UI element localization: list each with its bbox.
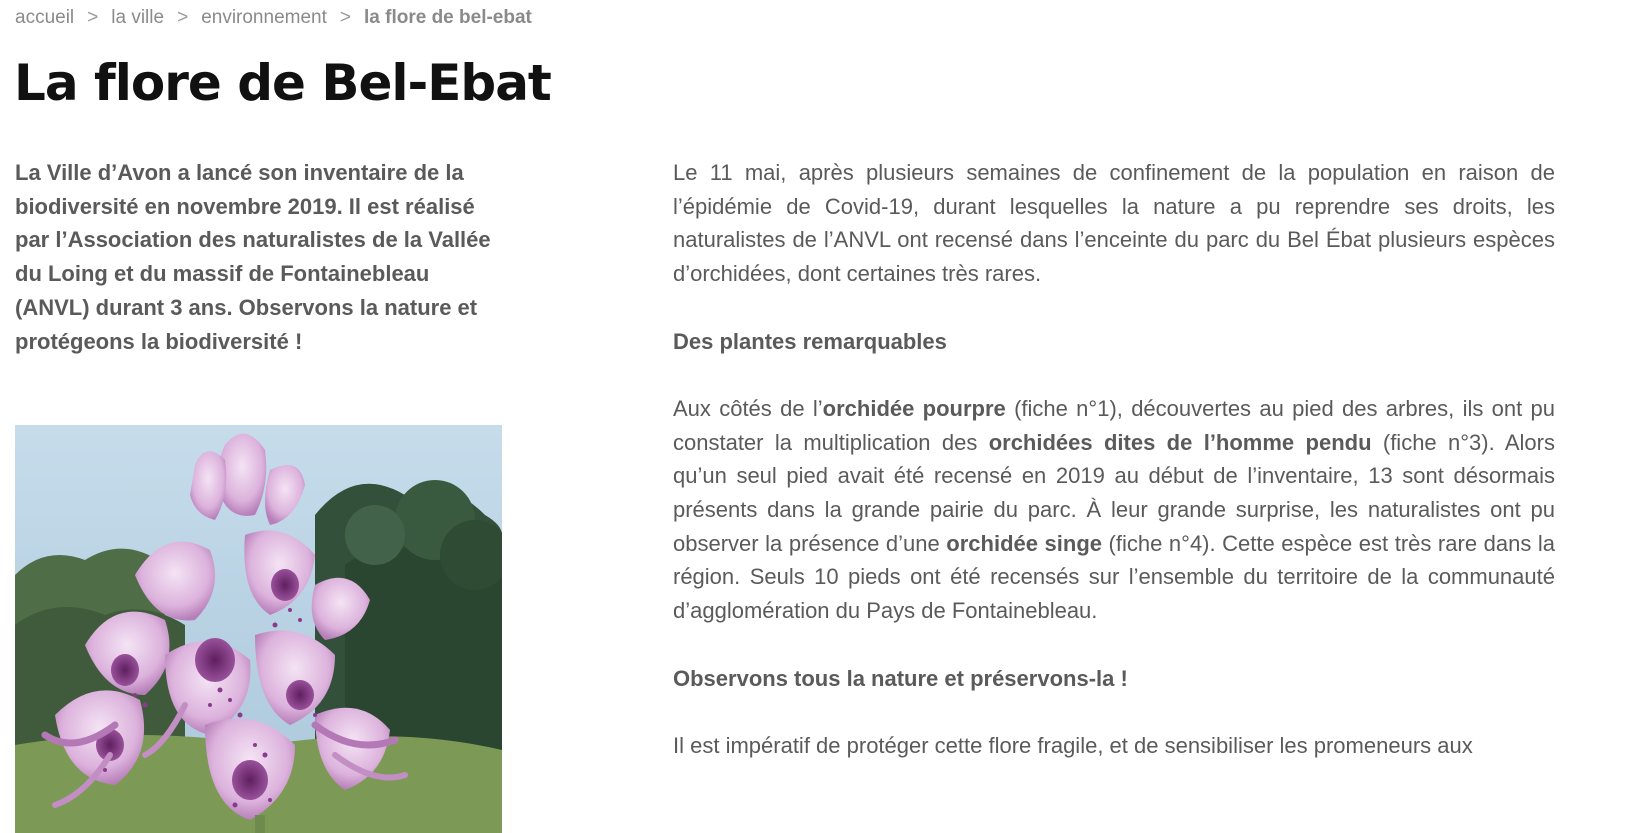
- text-segment: (fiche n°1), découvertes au pied des arbres, ils ont pu constater la multiplication des: [673, 395, 1556, 455]
- article-paragraph: Il est impératif de protéger cette flore fragile, et de sensibiliser les promeneurs aux: [673, 732, 1473, 758]
- breadcrumb-link-environment[interactable]: environnement: [201, 7, 327, 28]
- article-body: [673, 156, 1555, 796]
- text-segment: (fiche n°3). Alors qu’un seul pied avait été recensé en 2019 au début de l’inventaire, 13 sont désormais présents dans la grande pairie du parc. À leur grande surprise, les naturalistes ont pu observer la présence d’une: [673, 429, 1555, 556]
- breadcrumb-link-home[interactable]: accueil: [15, 7, 75, 28]
- article-paragraph: Le 11 mai, après plusieurs semaines de confinement de la population en raison de l’épidémie de Covid-19, durant lesquelles la nature a pu reprendre ses droits, les naturalistes de l’ANVL ont recensé dans l’enceinte du parc du Bel Ébat plusieurs espèces d’orchidées, dont certaines très rares.: [673, 160, 1555, 287]
- breadcrumb: [15, 6, 532, 30]
- highlight-man-orchid: orchidées dites de l’homme pendu: [988, 429, 1372, 455]
- breadcrumb-separator: >: [339, 7, 351, 28]
- page-title: La flore de Bel-Ebat: [14, 54, 551, 112]
- section-heading-remarkable-plants: Des plantes remarquables: [673, 328, 947, 354]
- article-paragraph: [673, 392, 1555, 628]
- highlight-purple-orchid: orchidée pourpre: [822, 395, 1006, 421]
- breadcrumb-link-city[interactable]: la ville: [111, 7, 165, 28]
- breadcrumb-current: la flore de bel-ebat: [364, 7, 532, 28]
- breadcrumb-separator: >: [177, 7, 189, 28]
- orchid-photo: [15, 425, 502, 833]
- intro-text: La Ville d’Avon a lancé son inventaire de la biodiversité en novembre 2019. Il est réalisé par l’Association des naturalistes de la Vallée du Loing et du massif de Fontainebleau (ANVL) durant 3 ans. Observons la nature et protégeons la biodiversité !: [15, 160, 491, 354]
- highlight-monkey-orchid: orchidée singe: [946, 530, 1102, 556]
- text-segment: (fiche n°4). Cette espèce est très rare dans la région. Seuls 10 pieds ont été recensés sur l’ensemble du territoire de la communauté d’agglomération du Pays de Fontainebleau.: [673, 530, 1556, 624]
- breadcrumb-separator: >: [87, 7, 99, 28]
- section-heading-observe-nature: Observons tous la nature et préservons-la !: [673, 665, 1128, 691]
- text-segment: Aux côtés de l’: [673, 395, 823, 421]
